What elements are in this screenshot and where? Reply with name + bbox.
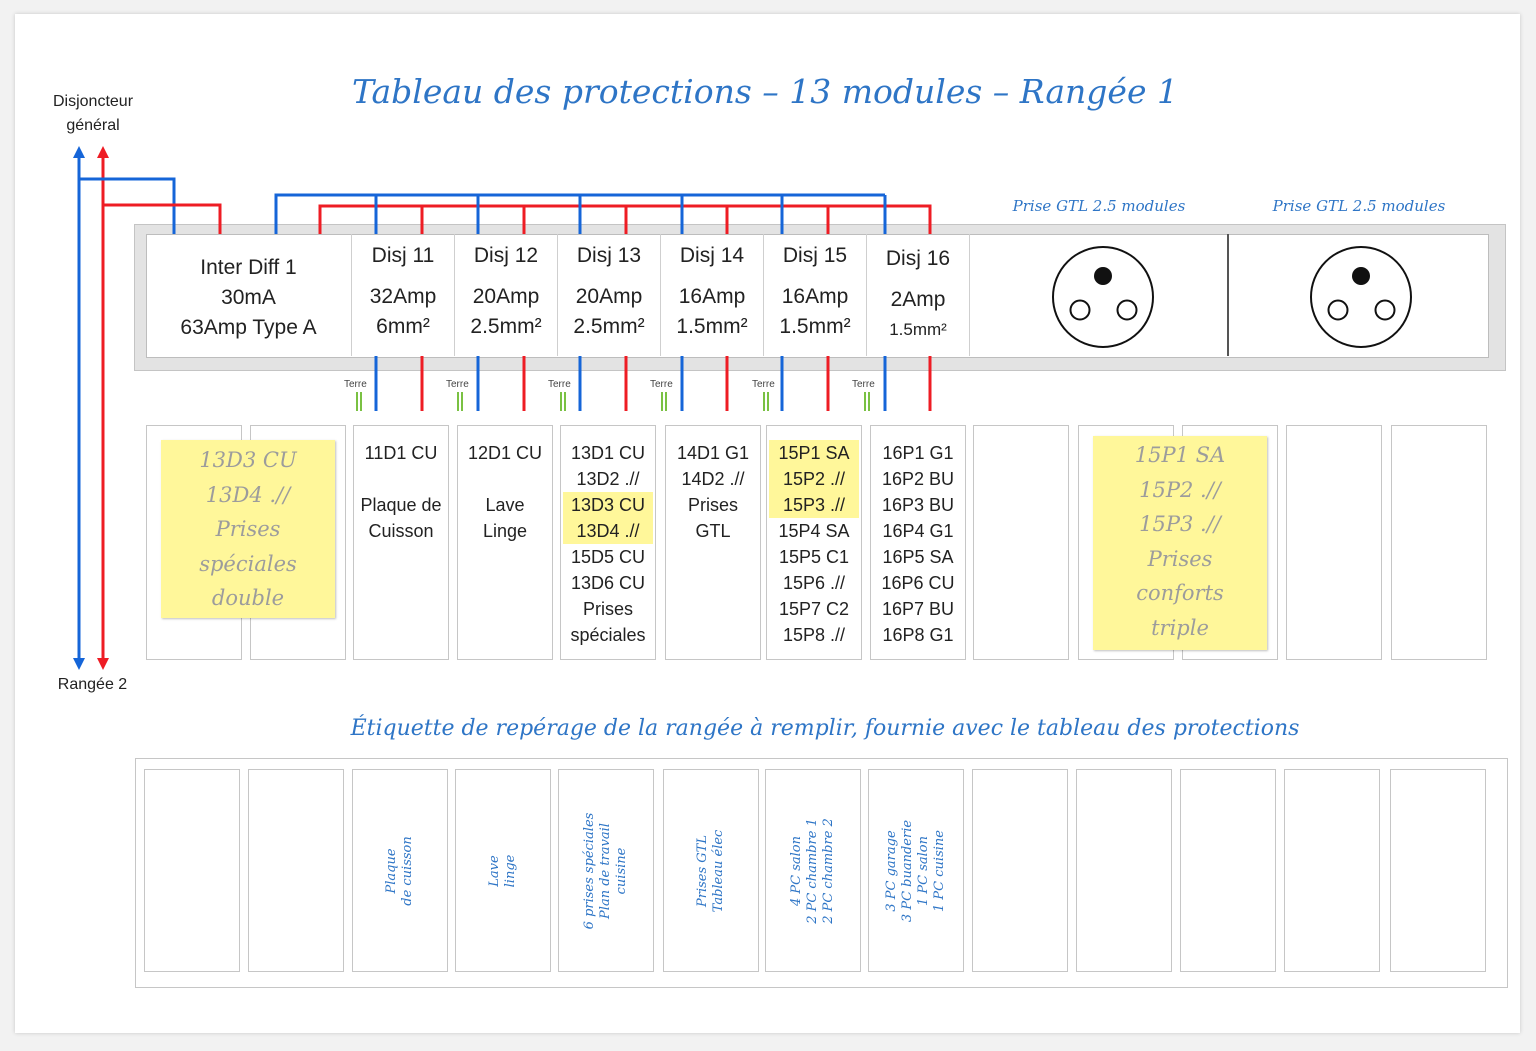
label-row: GTL — [695, 521, 731, 541]
neutral-outputs — [376, 356, 885, 411]
label-row-highlighted: 15P3 .// — [769, 492, 859, 518]
breaker-name: Disj 13 — [576, 244, 642, 267]
label-row-highlighted: 13D3 CU — [563, 492, 653, 518]
breaker-name: Disj 16 — [885, 247, 951, 270]
neutral-drops — [376, 195, 885, 234]
breaker-section: 2.5mm² — [470, 315, 542, 338]
page-title: Tableau des protections – 13 modules – Rangée 1 — [352, 72, 1178, 111]
strip-line: de cuisson — [400, 835, 415, 906]
label-row: 11D1 CU — [364, 443, 438, 463]
sticky-line: Prises — [215, 517, 281, 541]
sticky-line: conforts — [1136, 581, 1224, 605]
label-row: 14D2 .// — [681, 469, 745, 489]
bottom-caption: Étiquette de repérage de la rangée à remplir, fournie avec le tableau des protections — [350, 716, 1300, 741]
strip-line: 3 PC garage — [884, 829, 899, 912]
terre-label: Terre — [344, 379, 367, 390]
label-row: 16P3 BU — [881, 495, 955, 515]
sticky-line: 13D4 .// — [205, 482, 291, 507]
terre-label: Terre — [650, 379, 673, 390]
terre-label: Terre — [548, 379, 571, 390]
strip-line: Plan de travail — [598, 822, 613, 919]
sticky-line: spéciales — [199, 551, 297, 576]
strip-line: linge — [503, 854, 518, 887]
label-row: 16P4 G1 — [882, 521, 954, 541]
strip-line: Prises GTL — [695, 834, 710, 907]
strip-line: cuisine — [614, 847, 629, 894]
strip-line: 6 prises spéciales — [582, 812, 597, 929]
label-row: 16P6 CU — [881, 573, 955, 593]
sticky-line: Prises — [1147, 546, 1213, 571]
row-2-label: Rangée 2 — [57, 676, 128, 693]
socket-caption-1: Prise GTL 2.5 modules — [1012, 197, 1186, 215]
label-row: 15P4 SA — [778, 521, 850, 541]
breaker-section: 1.5mm² — [779, 315, 851, 338]
label-row: spéciales — [570, 625, 646, 645]
breaker-name: Disj 15 — [782, 244, 848, 267]
socket-caption-2: Prise GTL 2.5 modules — [1272, 197, 1446, 215]
strip-line: 1 PC salon — [916, 835, 931, 906]
sticky-line: 15P2 .// — [1139, 477, 1221, 502]
breaker-amp: 20Amp — [472, 285, 540, 308]
label-row: 15P8 .// — [782, 625, 846, 645]
label-row-highlighted: 13D4 .// — [563, 518, 653, 544]
strip-line: 1 PC cuisine — [932, 829, 947, 912]
strip-line: 2 PC chambre 1 — [805, 817, 820, 924]
inter-diff-line3: 63Amp Type A — [180, 316, 317, 339]
label-row: 15P6 .// — [782, 573, 846, 593]
breaker-amp: 16Amp — [678, 285, 746, 308]
label-row: 14D1 G1 — [676, 443, 750, 463]
main-breaker-line1: Disjoncteur — [52, 93, 134, 110]
main-breaker-line2: général — [66, 117, 120, 134]
breaker-name: Disj 14 — [679, 244, 745, 267]
phase-to-inter — [103, 205, 220, 234]
sticky-line: double — [211, 586, 285, 610]
label-row: 16P2 BU — [881, 469, 955, 489]
strip-line: Plaque — [384, 847, 399, 894]
breaker-amp: 2Amp — [890, 288, 946, 311]
breaker-section: 1.5mm² — [889, 320, 947, 339]
label-row: Lave — [485, 495, 525, 515]
sticky-line: 15P1 SA — [1134, 443, 1226, 467]
inter-diff-line2: 30mA — [221, 286, 276, 309]
breaker-section: 1.5mm² — [676, 315, 748, 338]
breaker-name: Disj 11 — [371, 244, 435, 267]
socket-icon — [1311, 247, 1411, 347]
label-row: 15P7 C2 — [778, 599, 850, 619]
breaker-name: Disj 12 — [473, 244, 539, 267]
terre-label: Terre — [446, 379, 469, 390]
phase-outputs — [422, 356, 930, 411]
socket-icon — [1053, 247, 1153, 347]
earth-wires — [357, 392, 869, 411]
sticky-line: 13D3 CU — [199, 448, 297, 472]
strip-line: 3 PC buanderie — [900, 819, 915, 922]
strip-line: Tableau élec — [711, 829, 726, 912]
breaker-amp: 16Amp — [781, 285, 849, 308]
label-row: 16P8 G1 — [882, 625, 954, 645]
terre-label: Terre — [752, 379, 775, 390]
label-row: 15D5 CU — [570, 547, 646, 567]
sticky-line: triple — [1151, 615, 1209, 640]
label-row: 13D2 .// — [576, 469, 640, 489]
inter-diff-line1: Inter Diff 1 — [200, 256, 297, 279]
label-row: 15P5 C1 — [778, 547, 850, 567]
label-row: 16P1 G1 — [882, 443, 954, 463]
strip-line: Lave — [487, 854, 502, 887]
terre-label: Terre — [852, 379, 875, 390]
label-row-highlighted: 15P2 .// — [769, 466, 859, 492]
label-row: 12D1 CU — [467, 443, 543, 463]
label-row: 13D1 CU — [570, 443, 646, 463]
breaker-section: 2.5mm² — [573, 315, 645, 338]
label-row-highlighted: 15P1 SA — [769, 440, 859, 466]
label-row: Linge — [482, 521, 528, 541]
breaker-amp: 32Amp — [369, 285, 437, 308]
label-row: Prises — [582, 599, 633, 619]
label-row: Prises — [687, 495, 738, 515]
label-row: 13D6 CU — [570, 573, 646, 593]
strip-line: 2 PC chambre 2 — [821, 817, 836, 924]
label-row: Cuisson — [368, 521, 434, 541]
label-row: Plaque de — [360, 495, 442, 515]
label-row: 16P7 BU — [881, 599, 955, 619]
sticky-line: 15P3 .// — [1139, 512, 1221, 536]
breaker-amp: 20Amp — [575, 285, 643, 308]
phase-drops — [422, 206, 828, 234]
label-row: 16P5 SA — [882, 547, 954, 567]
breaker-section: 6mm² — [376, 315, 430, 338]
strip-line: 4 PC salon — [789, 835, 804, 906]
